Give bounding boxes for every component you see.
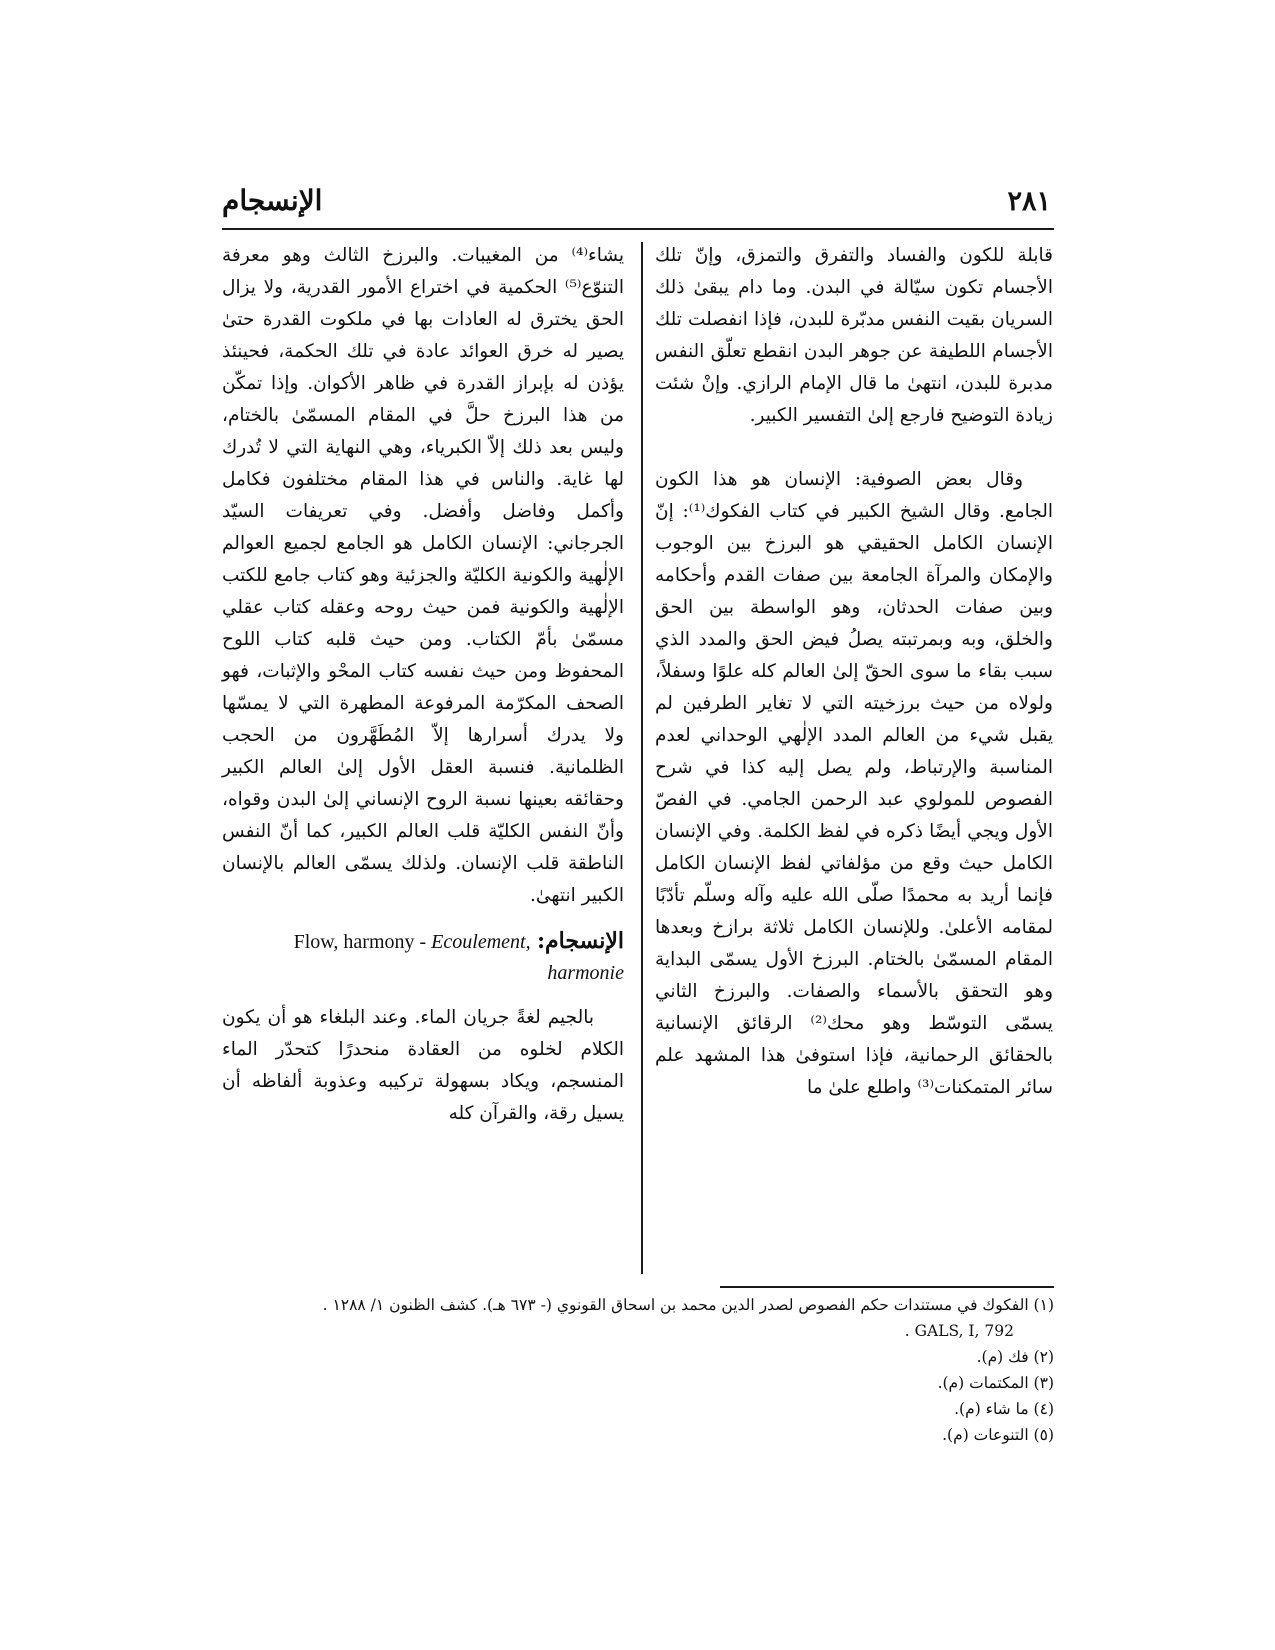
header-rule — [222, 228, 1054, 230]
page-number: ٢٨١ — [1007, 186, 1051, 217]
footnote-2: (٢) فك (م). — [976, 1348, 1054, 1366]
right-paragraph-2: وقال بعض الصوفية: الإنسان هو هذا الكون الجامع. وقال الشيخ الكبير في كتاب الفكوك⁽¹⁾: إنّ الإنسان الكامل الحقيقي هو البرزخ بين الوجوب والإمكان والمرآة الجامعة بين صفات القدم وأحكامه وبين صفات الحدثان، وهو الواسطة بين الحق والخلق، وبه وبمرتبته يصلُ فيض الحق والمدد الذي سبب بقاء ما سوى الحقّ إلىٰ العالم كله علوًا وسفلاً، ولولاه من حيث برزخيته التي لا تغاير الطرفين لم يقبل شيء من العالم المدد الإلٰهي الوحداني لعدم المناسبة والإرتباط، ولم يصل إليه كذا في شرح الفصوص للمولوي عبد الرحمن الجامي. في الفصّ الأول ويجي أيضًا ذكره في لفظ الكلمة. وفي الإنسان الكامل حيث وقع من مؤلفاتي لفظ الإنسان الكامل فإنما أريد به محمدًا صلّى الله عليه وآله وسلّم تأدّبًا لمقامه الأعلىٰ. وللإنسان الكامل ثلاثة برازخ وبعدها المقام المسمّىٰ بالختام. البرزخ الأول يسمّى البداية وهو التحقق بالأسماء والصفات. والبرزخ الثاني يسمّى التوسّط وهو محك⁽²⁾ الرقائق الإنسانية بالحقائق الرحمانية، فإذا استوفىٰ هذا المشهد علم سائر المتمكنات⁽³⁾ واطلع علىٰ ما — [655, 469, 1053, 1098]
entry-translation-plain: Flow, harmony - — [293, 931, 432, 953]
footnote-3: (٣) المكتمات (م). — [937, 1374, 1054, 1392]
left-column — [222, 240, 624, 1130]
entry-translation-italic: Ecoulement, harmonie — [431, 931, 624, 984]
footnote-1: (١) الفكوك في مستندات حكم الفصوص لصدر الدين محمد بن اسحاق القونوي (- ٦٧٣ هـ). كشف الظنون ١/ ١٢٨٨ . — [322, 1296, 1054, 1314]
footnotes — [222, 1292, 1054, 1448]
entry-term: الإنسجام: — [536, 928, 624, 954]
footnote-rule — [720, 1286, 1054, 1288]
footnote-1-continuation: GALS, I, 792 . — [904, 1322, 1014, 1340]
left-paragraph-1: يشاء⁽⁴⁾ من المغيبات. والبرزخ الثالث وهو معرفة التنوّع⁽⁵⁾ الحكمية في اختراع الأمور القدرية، ولا يزال الحق يخترق له العادات بها في ملكوت القدرة حتىٰ يصير له خرق العوائد عادة في تلك الحكمة، فحينئذ يؤذن له بإبراز القدرة في ظاهر الأكوان. وإذا تمكّن من هذا البرزخ حلَّ في المقام المسمّىٰ بالختام، وليس بعد ذلك إلاّ الكبرياء، وهي النهاية التي لا تُدرك لها غاية. والناس في هذا المقام مختلفون فكامل وأكمل وفاضل وأفضل. وفي تعريفات السيّد الجرجاني: الإنسان الكامل هو الجامع لجميع العوالم الإلٰهية والكونية الكليّة والجزئية وهو كتاب جامع للكتب الإلٰهية والكونية فمن حيث روحه وعقله كتاب عقلي مسمّىٰ بأمّ الكتاب. ومن حيث قلبه كتاب اللوح المحفوظ ومن حيث نفسه كتاب المحْو والإثبات، فهو الصحف المكرّمة المرفوعة المطهرة التي لا يمسّها ولا يدرك أسرارها إلاّ المُطَهَّرون من الحجب الظلمانية. فنسبة العقل الأول إلىٰ العالم الكبير وحقائقه بعينها نسبة الروح الإنساني إلىٰ البدن وقواه، وأنّ النفس الكليّة قلب العالم الكبير، كما أنّ النفس الناطقة قلب الإنسان. ولذلك يسمّى العالم بالإنسان الكبير انتهىٰ. — [222, 245, 624, 906]
right-paragraph-1: قابلة للكون والفساد والتفرق والتمزق، وإنّ تلك الأجسام تكون سيّالة في البدن. وما دام يبقىٰ ذلك السريان بقيت النفس مدبّرة للبدن، فإذا انفصلت تلك الأجسام اللطيفة عن جوهر البدن انقطع تعلّق النفس مدبرة للبدن، انتهىٰ ما قال الإمام الرازي. وإنْ شئت زيادة التوضيح فارجع إلىٰ التفسير الكبير. — [655, 245, 1053, 426]
left-paragraph-2: بالجيم لغةً جريان الماء. وعند البلغاء هو أن يكون الكلام لخلوه من العقادة منحدرًا كتحدّر الماء المنسجم، ويكاد بسهولة تركيبه وعذوبة ألفاظه أن يسيل رقة، والقرآن كله — [222, 1007, 624, 1124]
dictionary-entry — [222, 926, 624, 988]
footnote-5: (٥) التنوعات (م). — [942, 1426, 1054, 1444]
footnote-4: (٤) ما شاء (م). — [954, 1400, 1054, 1418]
column-divider — [641, 242, 643, 1274]
right-column — [655, 240, 1053, 1104]
running-head: الإنسجام — [222, 184, 323, 217]
